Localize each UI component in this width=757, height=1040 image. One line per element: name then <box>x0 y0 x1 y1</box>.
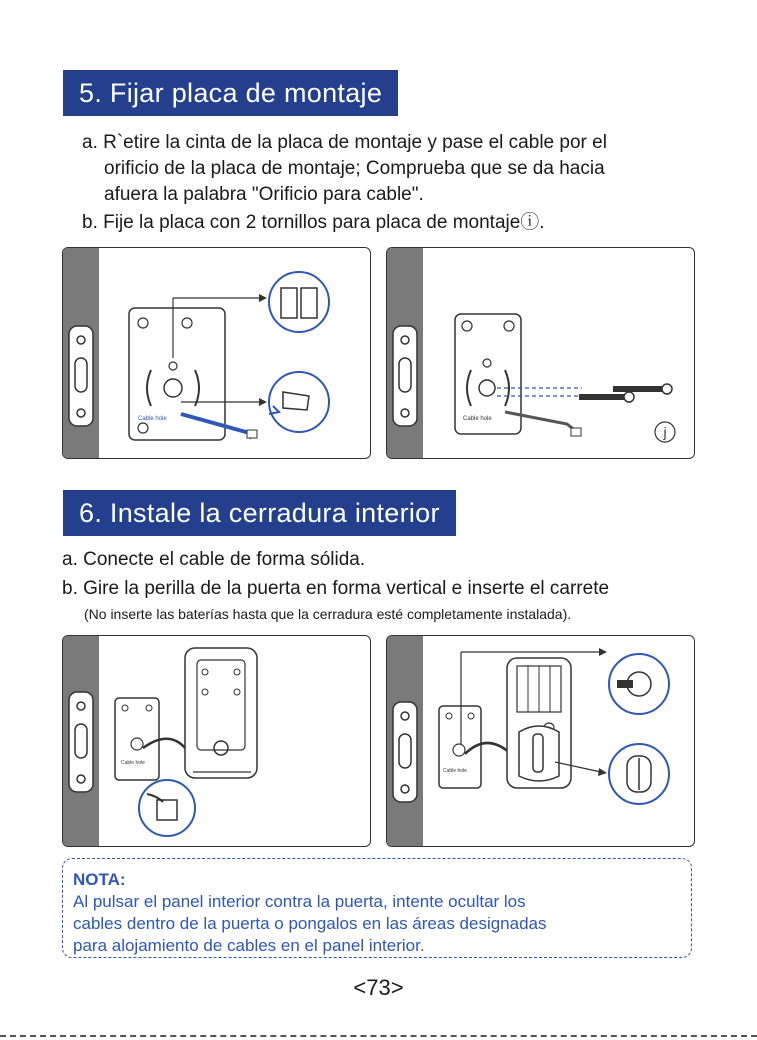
interior-panel <box>185 648 257 778</box>
illustration-connect-cable <box>62 635 371 847</box>
section-5-title: 5. Fijar placa de montaje <box>63 70 398 116</box>
screw-icon <box>613 386 663 392</box>
step-5a-line-1: a. R`etire la cinta de la placa de montaje y pase el cable por el <box>82 132 607 153</box>
step-marker-label: j <box>663 424 667 440</box>
cable-connector <box>247 430 257 438</box>
step-6a: a. Conecte el cable de forma sólida. <box>62 549 366 570</box>
screw-icon <box>579 394 625 400</box>
page-number: <73> <box>353 975 404 1000</box>
cable-hole-label: Cable hole <box>443 768 467 774</box>
illustration-mounting-plate-tape <box>62 247 371 459</box>
zoom-circle-connector <box>139 780 195 836</box>
step-5b: b. Fije la placa con 2 tornillos para placa de montajeⓘ. <box>82 212 545 233</box>
section-6-title: 6. Instale la cerradura interior <box>63 490 456 536</box>
illustration-mounting-plate-screws <box>386 247 695 459</box>
note-box <box>62 858 692 958</box>
note-line-1: Al pulsar el panel interior contra la puerta, intente ocultar los <box>73 892 526 911</box>
zoom-circle-cable <box>269 372 329 432</box>
cable-hole-label: Cable hole <box>121 760 145 766</box>
illustration-install-interior-lock <box>386 635 695 847</box>
bottom-divider <box>0 1035 757 1037</box>
note-title: NOTA: <box>73 870 126 889</box>
cable-hole-label: Cable hole <box>138 416 167 422</box>
step-6b: b. Gire la perilla de la puerta en forma vertical e inserte el carrete <box>62 578 610 599</box>
mounting-plate <box>115 698 159 780</box>
step-6b-note: (No inserte las baterías hasta que la cerradura esté completamente instalada). <box>84 606 572 622</box>
zoom-circle-tape <box>269 272 329 332</box>
note-line-3: para alojamiento de cables en el panel interior. <box>73 936 425 955</box>
cable-hole-label: Cable hole <box>463 416 492 422</box>
note-line-2: cables dentro de la puerta o pongalos en las áreas designadas <box>73 914 547 933</box>
step-5a-line-3: afuera la palabra "Orificio para cable". <box>104 184 424 205</box>
door-latch-plate <box>393 326 417 426</box>
step-5a-line-2: orificio de la placa de montaje; Comprueba que se da hacia <box>104 158 605 179</box>
door-latch-plate <box>69 326 93 426</box>
